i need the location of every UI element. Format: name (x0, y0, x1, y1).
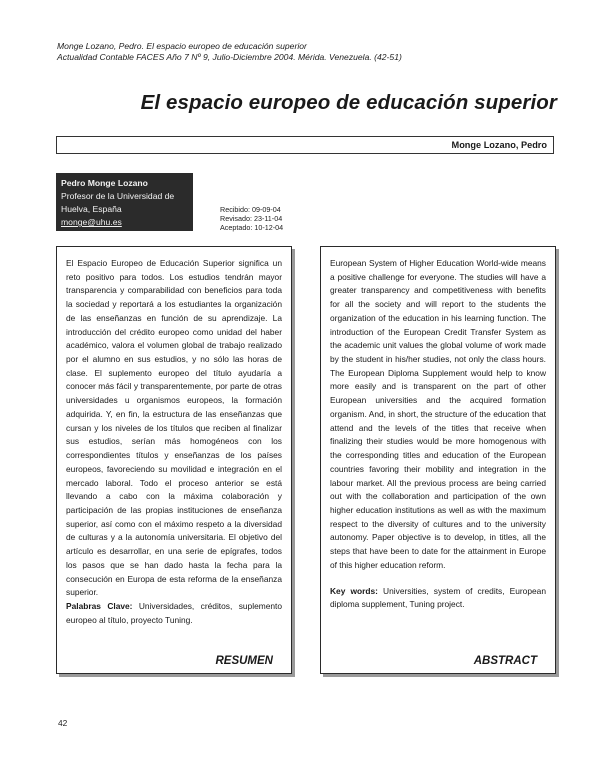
abstract-label: ABSTRACT (473, 655, 537, 667)
abstract-keywords-label: Key words: (330, 585, 378, 596)
author-bar-name: Monge Lozano, Pedro (451, 140, 547, 150)
author-bar (56, 136, 554, 154)
page-number: 42 (58, 718, 68, 728)
resumen-keywords-list: Universidades, créditos, suplemento europeo al título, proyecto Tuning. (66, 600, 283, 625)
author-info-box (56, 173, 193, 231)
submission-dates (220, 205, 283, 233)
abstract-keywords-list: Universities, system of credits, European diploma supplement, Tuning project. (330, 585, 546, 610)
author-affiliation-line2: Huelva, España (61, 204, 122, 214)
author-affiliation-line1: Profesor de la Universidad de (61, 191, 175, 201)
abstract-body: European System of Higher Education World-wide means a positive challenge for everyone. The studies will have a greater transparency and competitiveness with benefits for all the society and will report to the students the organization of the education in his learning function. The introduction of the European Credit Transfer System as the academic unit values the global volume of work made by the student in his/her studies, not only the class hours. The European Diploma Supplement would help to know more easily and is transparent on the part of other European universities and the acquired formation organism. And, in short, the structure of the education that attend and the levels of the titles that receive when finalizing their studies would be more homogenous with the corresponding titles and education of the European countries favoring their mobility and integration in the labour market. All the previous process are being carried out with the collaboration and participation of the own higher education institutions as well as with the maximum respect to the diversity of cultures and to the university autonomy. Paper objective is to develop, in titles, all the steps that have been to date for the attainment in Europe of this higher education reform. (330, 258, 546, 570)
resumen-box (56, 246, 292, 674)
resumen-body: El Espacio Europeo de Educación Superior significa un reto positivo para todos. Los estudios tendrán mayor transparencia y comparabilidad con beneficios para toda la sociedad y reportará a los estudiantes la organización de las enseñanzas en función de su aprendizaje. La introducción del crédito europeo como unidad del haber académico, valora el volumen global de trabajo realizado por el alumno en sus estudios, y no sólo las horas de clase. El suplemento europeo del título ayudaría a conocer más fácil y transparentemente, por parte de otras universidades u organismos europeos, la formación adquirida. Y, en fin, la estructura de las enseñanzas que cursan y los niveles de los títulos que reciben al finalizar sus estudios, serían más homogéneos con los correspondientes títulos y enseñanzas de los países europeos, favoreciendo su movilidad e integración en el mercado laboral. Todo el proceso anterior se está llevando a cabo con la máxima colaboración y participación de las propias instituciones de enseñanza superior, así como con el máximo respeto a la diversidad de culturas y a la autonomía universitaria. El objetivo del artículo es desarrollar, en una serie de epígrafes, todos los pasos que se han dado hasta la fecha para la consecución en Europa de esta reforma de la enseñanza superior. (66, 258, 282, 598)
running-head (57, 41, 557, 63)
resumen-label: RESUMEN (215, 655, 273, 667)
abstract-keywords (330, 585, 546, 612)
date-revised: Revisado: 23-11-04 (220, 214, 283, 224)
author-email-link[interactable]: monge@uhu.es (61, 217, 122, 227)
author-name: Pedro Monge Lozano (61, 178, 148, 188)
article-title: El espacio europeo de educación superior (140, 91, 557, 114)
abstract-text (330, 257, 546, 612)
resumen-text (66, 257, 282, 627)
abstract-box (320, 246, 556, 674)
resumen-keywords-label: Palabras Clave: (66, 600, 133, 611)
running-head-journal: Actualidad Contable FACES Año 7 Nº 9, Julio-Diciembre 2004. Mérida. Venezuela. (42-51) (57, 52, 402, 62)
date-received: Recibido: 09-09-04 (220, 205, 281, 214)
resumen-keywords (66, 600, 282, 627)
running-head-citation: Monge Lozano, Pedro. El espacio europeo de educación superior (57, 41, 307, 51)
date-accepted: Aceptado: 10-12-04 (220, 223, 284, 233)
